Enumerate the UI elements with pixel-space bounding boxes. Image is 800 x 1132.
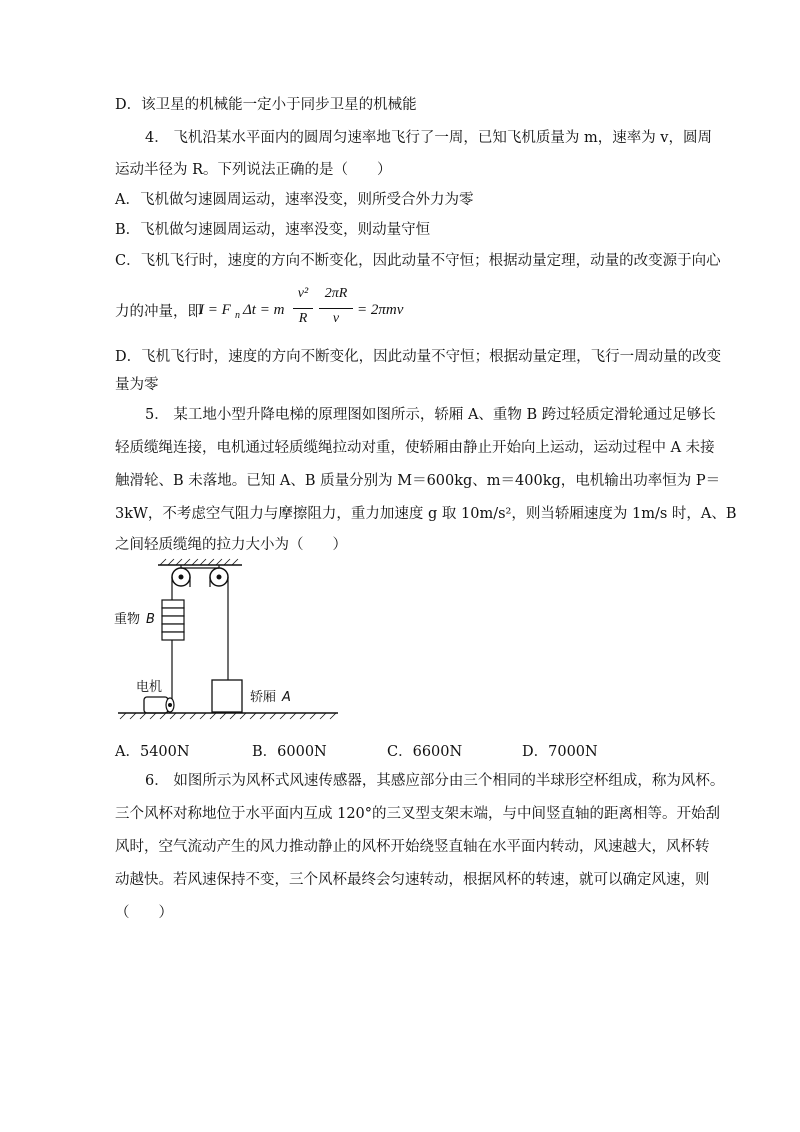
q5-stem-line4: 3kW，不考虑空气阻力与摩擦阻力，重力加速度 g 取 10m/s²，则当轿厢速度为 1m/s 时，A、B xyxy=(115,506,737,522)
formula-prefix: 力的冲量，即 xyxy=(115,304,202,320)
fraction-bar-1 xyxy=(293,308,313,309)
q6-stem-line3: 风时，空气流动产生的风力推动静止的风杯开始绕竖直轴在水平面内转动，风速越大，风杯转 xyxy=(115,839,710,855)
formula-lhs: I = F xyxy=(199,302,231,318)
formula-subscript: n xyxy=(235,310,240,321)
elevator-diagram xyxy=(110,555,350,730)
q5-option-d: D．7000N xyxy=(522,744,598,760)
label-car-var: A xyxy=(282,690,291,705)
q5-stem-line3: 触滑轮、B 未落地。已知 A、B 质量分别为 M＝600kg、m＝400kg，电机输出功率恒为 P＝ xyxy=(115,473,721,489)
q5-option-b: B．6000N xyxy=(252,744,327,760)
car-a xyxy=(212,680,242,712)
weight-b xyxy=(162,600,184,640)
q4-option-c: C．飞机飞行时，速度的方向不断变化，因此动量不守恒；根据动量定理，动量的改变源于向心 xyxy=(115,253,721,269)
q6-stem-line1: 6． 如图所示为风杯式风速传感器，其感应部分由三个相同的半球形空杯组成，称为风杯。 xyxy=(145,773,725,789)
q4-option-d-line1: D．飞机飞行时，速度的方向不断变化，因此动量不守恒；根据动量定理，飞行一周动量的改变 xyxy=(115,349,722,365)
q5-stem-line2: 轻质缆绳连接，电机通过轻质缆绳拉动对重，使轿厢由静止开始向上运动，运动过程中 A 未接 xyxy=(115,440,715,456)
q5-stem-line5: 之间轻质缆绳的拉力大小为（ ） xyxy=(115,537,347,553)
q4-stem-line2: 运动半径为 R。下列说法正确的是（ ） xyxy=(115,162,392,178)
ground-hatch xyxy=(120,713,336,719)
ceiling-hatch xyxy=(160,559,238,565)
q4-option-d-line2: 量为零 xyxy=(115,377,159,393)
formula-rhs: = 2πmv xyxy=(357,302,404,318)
q3-option-d: D．该卫星的机械能一定小于同步卫星的机械能 xyxy=(115,97,417,113)
q6-stem-line4: 动越快。若风速保持不变，三个风杯最终会匀速转动，根据风杯的转速，就可以确定风速，则 xyxy=(115,872,710,888)
motor xyxy=(144,697,168,713)
q6-stem-line2: 三个风杯对称地位于水平面内互成 120°的三叉型支架末端，与中间竖直轴的距离相等。开始刮 xyxy=(115,806,721,822)
q4-stem-line1: 4． 飞机沿某水平面内的圆周匀速率地飞行了一周，已知飞机质量为 m，速率为 v，圆周 xyxy=(145,130,712,146)
formula-den2: v xyxy=(332,311,340,326)
q6-stem-line5: （ ） xyxy=(115,905,173,921)
formula-num2: 2πR xyxy=(324,286,348,301)
formula-mid: Δt = m xyxy=(243,302,285,318)
label-motor: 电机 xyxy=(136,680,163,695)
q5-option-c: C．6600N xyxy=(387,744,463,760)
label-weight: 重物 xyxy=(114,612,141,627)
q4-option-a: A．飞机做匀速圆周运动，速率没变，则所受合外力为零 xyxy=(115,192,474,208)
q4-option-b: B．飞机做匀速圆周运动，速率没变，则动量守恒 xyxy=(115,222,431,238)
label-weight-var: B xyxy=(146,612,155,627)
fraction-bar-2 xyxy=(319,308,353,309)
q4-formula xyxy=(115,286,515,336)
formula-den1: R xyxy=(298,311,308,326)
label-car: 轿厢 xyxy=(250,690,277,705)
q5-stem-line1: 5． 某工地小型升降电梯的原理图如图所示，轿厢 A、重物 B 跨过轻质定滑轮通过足够长 xyxy=(145,407,716,423)
formula-num1: v² xyxy=(297,286,309,301)
q5-option-a: A．5400N xyxy=(115,744,190,760)
